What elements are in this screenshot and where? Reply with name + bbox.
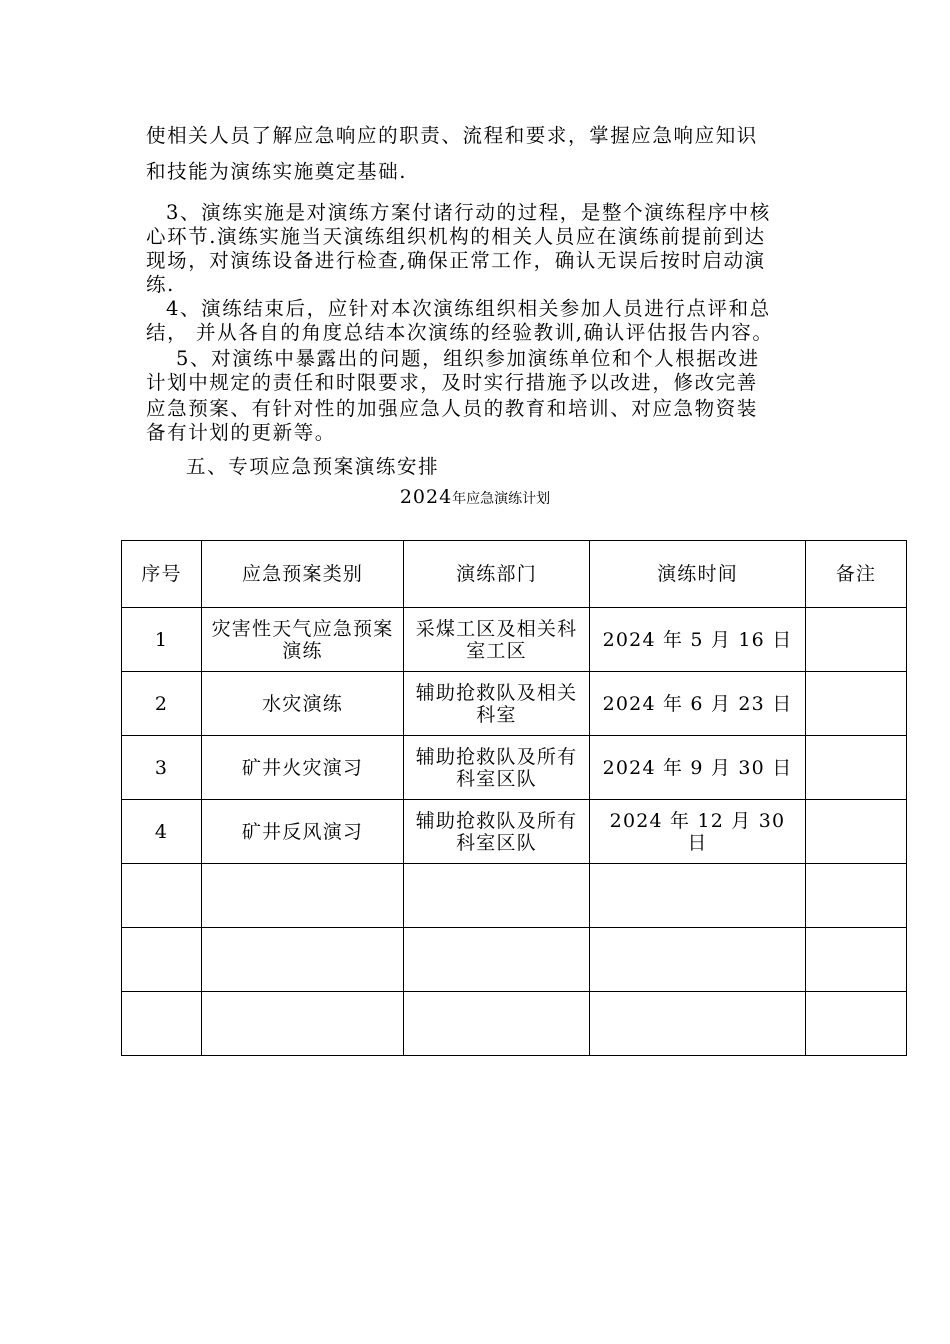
cell-category: 矿井火灾演习 [202,736,404,800]
table-row [122,608,907,672]
cell-note [806,800,907,864]
header-cell: 序号 [122,541,202,608]
cell-time [590,928,806,992]
table-header-row [122,541,907,608]
paragraph-line: 结， 并从各自的角度总结本次演练的经验教训,确认评估报告内容。 [146,321,774,344]
cell-dept: 辅助抢救队及所有科室区队 [404,800,590,864]
cell-no [122,864,202,928]
cell-dept: 采煤工区及相关科室工区 [404,608,590,672]
paragraph-line: 备有计划的更新等。 [146,421,336,444]
cell-no: 4 [122,800,202,864]
paragraph-line: 计划中规定的责任和时限要求，及时实行措施予以改进，修改完善 [146,371,758,394]
paragraph-line: 应急预案、有针对性的加强应急人员的教育和培训、对应急物资装 [146,397,758,420]
drill-plan-table [121,540,907,1056]
cell-time: 2024 年 5 月 16 日 [590,608,806,672]
cell-no [122,992,202,1056]
cell-time: 2024 年 12 月 30 日 [590,800,806,864]
header-cell: 应急预案类别 [202,541,404,608]
paragraph-line: 和技能为演练实施奠定基础. [146,160,407,183]
cell-dept: 辅助抢救队及相关科室 [404,672,590,736]
cell-category [202,928,404,992]
cell-note [806,992,907,1056]
header-cell: 演练时间 [590,541,806,608]
table-row [122,672,907,736]
cell-no [122,928,202,992]
paragraph-line: 练. [146,273,175,296]
cell-dept [404,992,590,1056]
paragraph-line: 5、对演练中暴露出的问题，组织参加演练单位和个人根据改进 [176,347,760,370]
cell-category: 水灾演练 [202,672,404,736]
table-row [122,800,907,864]
caption-text: 年应急演练计划 [452,491,551,507]
table-row [122,864,907,928]
table-row [122,928,907,992]
cell-note [806,608,907,672]
cell-dept: 辅助抢救队及所有科室区队 [404,736,590,800]
table-row [122,992,907,1056]
paragraph-line: 心环节.演练实施当天演练组织机构的相关人员应在演练前提前到达 [146,225,766,248]
table-row [122,736,907,800]
paragraph-line: 现场，对演练设备进行检查,确保正常工作，确认无误后按时启动演 [146,249,766,272]
cell-dept [404,864,590,928]
paragraph-line: 使相关人员了解应急响应的职责、流程和要求，掌握应急响应知识 [146,124,758,147]
table-caption [0,486,950,508]
cell-time: 2024 年 9 月 30 日 [590,736,806,800]
cell-time: 2024 年 6 月 23 日 [590,672,806,736]
cell-note [806,736,907,800]
paragraph-line: 3、演练实施是对演练方案付诸行动的过程，是整个演练程序中核 [166,201,771,224]
header-cell: 演练部门 [404,541,590,608]
header-cell: 备注 [806,541,907,608]
cell-note [806,864,907,928]
cell-no: 1 [122,608,202,672]
cell-time [590,864,806,928]
cell-no: 3 [122,736,202,800]
section-heading: 五、专项应急预案演练安排 [186,455,440,478]
cell-note [806,928,907,992]
cell-category [202,992,404,1056]
cell-category: 矿井反风演习 [202,800,404,864]
cell-category [202,864,404,928]
cell-category: 灾害性天气应急预案演练 [202,608,404,672]
paragraph-line: 4、演练结束后，应针对本次演练组织相关参加人员进行点评和总 [166,297,771,320]
cell-dept [404,928,590,992]
cell-note [806,672,907,736]
cell-no: 2 [122,672,202,736]
cell-time [590,992,806,1056]
caption-year: 2024 [399,486,453,508]
